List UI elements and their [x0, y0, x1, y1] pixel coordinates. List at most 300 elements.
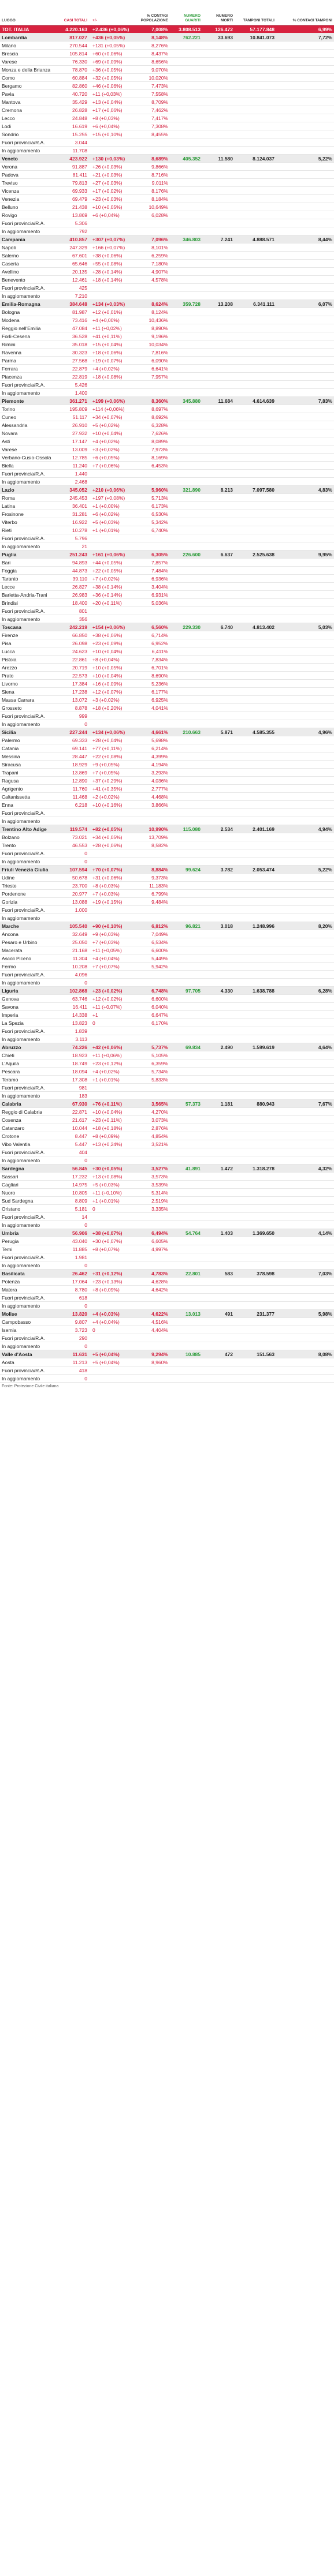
province-row[interactable]	[0, 66, 334, 74]
province-row[interactable]	[0, 470, 334, 478]
province-row[interactable]	[0, 979, 334, 987]
cell-contagi-popolazione: 7,957%	[151, 373, 168, 380]
cell-casi-totali: 44.873	[72, 567, 87, 574]
cell-casi-totali: 8.809	[75, 1197, 87, 1204]
cell-contagi-tamponi: 4,94%	[318, 826, 332, 832]
cell-casi-totali: 404	[79, 1149, 87, 1155]
cell-nuovi: +10 (+0,05%)	[92, 204, 123, 210]
province-row[interactable]	[0, 74, 334, 82]
province-row[interactable]	[0, 858, 334, 866]
cell-casi-totali: 27.568	[72, 357, 87, 364]
cell-luogo: In aggiornamento	[2, 390, 40, 396]
region-row[interactable]	[0, 33, 334, 42]
province-row[interactable]	[0, 381, 334, 389]
province-row[interactable]	[0, 688, 334, 696]
cell-nuovi: +26 (+0,03%)	[92, 163, 123, 170]
province-row[interactable]	[0, 946, 334, 954]
province-row[interactable]	[0, 712, 334, 720]
province-row[interactable]	[0, 340, 334, 349]
province-row[interactable]	[0, 1011, 334, 1019]
cell-nuovi: +17 (+0,02%)	[92, 188, 123, 194]
col-header-tamponi[interactable]: TAMPONI TOTALI	[243, 18, 274, 23]
cell-casi-totali: 56.845	[72, 1165, 87, 1171]
province-row[interactable]	[0, 405, 334, 413]
cell-casi-totali: 30.323	[72, 349, 87, 355]
province-row[interactable]	[0, 656, 334, 664]
cell-tamponi: 1.369.650	[253, 1230, 274, 1236]
province-row[interactable]	[0, 583, 334, 591]
province-row[interactable]	[0, 559, 334, 567]
cell-luogo: Emilia-Romagna	[2, 301, 40, 307]
province-row[interactable]	[0, 1318, 334, 1326]
province-row[interactable]	[0, 1124, 334, 1132]
province-row[interactable]	[0, 769, 334, 777]
province-row[interactable]	[0, 1140, 334, 1148]
cell-luogo: Ferrara	[2, 365, 18, 372]
province-row[interactable]	[0, 1221, 334, 1229]
province-row[interactable]	[0, 1213, 334, 1221]
province-row[interactable]	[0, 534, 334, 542]
province-row[interactable]	[0, 1148, 334, 1156]
cell-nuovi: +5 (+0,03%)	[92, 1181, 120, 1188]
cell-contagi-popolazione: 8,360%	[151, 398, 168, 404]
province-row[interactable]	[0, 122, 334, 130]
province-row[interactable]	[0, 1019, 334, 1027]
col-header-morti[interactable]: NUMERO MORTI	[216, 14, 233, 23]
province-row[interactable]	[0, 761, 334, 769]
cell-contagi-popolazione: 5,314%	[151, 1189, 168, 1196]
cell-casi-totali: 23.700	[72, 882, 87, 889]
province-row[interactable]	[0, 647, 334, 656]
province-row[interactable]	[0, 244, 334, 252]
province-row[interactable]	[0, 130, 334, 138]
province-row[interactable]	[0, 1205, 334, 1213]
col-header-luogo[interactable]: LUOGO	[2, 18, 16, 23]
province-row[interactable]	[0, 752, 334, 761]
cell-guariti: 97.705	[185, 987, 201, 994]
province-row[interactable]	[0, 454, 334, 462]
province-row[interactable]	[0, 963, 334, 971]
cell-casi-totali: 73.021	[72, 834, 87, 840]
cell-nuovi: +18 (+0,18%)	[92, 1125, 123, 1131]
cell-contagi-tamponi: 8,44%	[318, 236, 332, 242]
province-row[interactable]	[0, 1294, 334, 1302]
region-row[interactable]	[0, 1100, 334, 1108]
province-row[interactable]	[0, 1027, 334, 1035]
cell-contagi-popolazione: 6,600%	[151, 995, 168, 1002]
province-row[interactable]	[0, 421, 334, 429]
province-row[interactable]	[0, 591, 334, 599]
province-row[interactable]	[0, 268, 334, 276]
province-row[interactable]	[0, 696, 334, 704]
region-row[interactable]	[0, 825, 334, 833]
region-row[interactable]	[0, 1229, 334, 1237]
province-row[interactable]	[0, 1342, 334, 1350]
cell-casi-totali: 20.135	[72, 268, 87, 275]
cell-luogo: TOT. ITALIA	[2, 26, 29, 32]
cell-luogo: Fuori provincia/R.A.	[2, 1254, 45, 1260]
province-row[interactable]	[0, 82, 334, 90]
cell-contagi-popolazione: 6,214%	[151, 745, 168, 751]
total-row[interactable]	[0, 25, 334, 33]
cell-casi-totali: 290	[79, 1335, 87, 1341]
province-row[interactable]	[0, 147, 334, 155]
region-row[interactable]	[0, 155, 334, 163]
province-row[interactable]	[0, 954, 334, 963]
col-header-casi-totali[interactable]: CASI TOTALI	[64, 18, 87, 23]
province-row[interactable]	[0, 744, 334, 752]
province-row[interactable]	[0, 413, 334, 421]
cell-contagi-popolazione: 8,884%	[151, 866, 168, 873]
province-row[interactable]	[0, 114, 334, 122]
province-row[interactable]	[0, 1189, 334, 1197]
province-row[interactable]	[0, 478, 334, 486]
cell-casi-totali: 245.453	[69, 495, 87, 501]
cell-guariti: 41.891	[185, 1165, 201, 1171]
province-row[interactable]	[0, 1132, 334, 1140]
cell-contagi-popolazione: 7,180%	[151, 260, 168, 267]
province-row[interactable]	[0, 1245, 334, 1253]
province-row[interactable]	[0, 672, 334, 680]
province-row[interactable]	[0, 179, 334, 187]
province-row[interactable]	[0, 930, 334, 938]
cell-casi-totali: 11.760	[72, 785, 87, 792]
province-row[interactable]	[0, 817, 334, 825]
cell-nuovi: +42 (+0,06%)	[92, 1044, 123, 1050]
province-row[interactable]	[0, 324, 334, 332]
cell-luogo: Catanzaro	[2, 1125, 25, 1131]
province-row[interactable]	[0, 809, 334, 817]
province-row[interactable]	[0, 1173, 334, 1181]
province-row[interactable]	[0, 1059, 334, 1068]
region-row[interactable]	[0, 866, 334, 874]
region-row[interactable]	[0, 987, 334, 995]
region-row[interactable]	[0, 623, 334, 631]
cell-contagi-popolazione: 4,578%	[151, 276, 168, 283]
province-row[interactable]	[0, 138, 334, 147]
province-row[interactable]	[0, 260, 334, 268]
province-row[interactable]	[0, 720, 334, 728]
col-header-contagi-tamponi[interactable]: % CONTAGI TAMPONI	[292, 18, 332, 23]
cell-casi-totali: 105.814	[69, 50, 87, 57]
cell-nuovi: +11 (+0,03%)	[92, 91, 122, 97]
cell-casi-totali: 247.329	[69, 244, 87, 250]
cell-nuovi: +12 (+0,07%)	[92, 688, 123, 695]
cell-luogo: Ravenna	[2, 349, 22, 355]
cell-casi-totali: 410.857	[69, 236, 87, 242]
province-row[interactable]	[0, 1076, 334, 1084]
province-row[interactable]	[0, 599, 334, 607]
cell-contagi-popolazione: 2,777%	[151, 785, 168, 792]
province-row[interactable]	[0, 292, 334, 300]
cell-contagi-popolazione: 4,997%	[151, 1246, 168, 1252]
cell-nuovi: +130 (+0,03%)	[92, 155, 125, 162]
cell-luogo: Rovigo	[2, 212, 17, 218]
province-row[interactable]	[0, 777, 334, 785]
province-row[interactable]	[0, 680, 334, 688]
cell-casi-totali: 28.447	[72, 753, 87, 759]
cell-luogo: Basilicata	[2, 1270, 25, 1276]
province-row[interactable]	[0, 1302, 334, 1310]
region-row[interactable]	[0, 922, 334, 930]
province-row[interactable]	[0, 1261, 334, 1270]
province-row[interactable]	[0, 639, 334, 647]
cell-casi-totali: 27.932	[72, 430, 87, 436]
cell-nuovi: +17 (+0,06%)	[92, 107, 123, 113]
province-row[interactable]	[0, 914, 334, 922]
province-row[interactable]	[0, 874, 334, 882]
province-row[interactable]	[0, 793, 334, 801]
cell-nuovi: +28 (+0,14%)	[92, 268, 123, 275]
province-row[interactable]	[0, 938, 334, 946]
cell-casi-totali: 0	[84, 721, 87, 727]
province-row[interactable]	[0, 1084, 334, 1092]
province-row[interactable]	[0, 203, 334, 211]
province-row[interactable]	[0, 890, 334, 898]
cell-luogo: In aggiornamento	[2, 1343, 40, 1349]
region-row[interactable]	[0, 551, 334, 559]
cell-nuovi: +30 (+0,07%)	[92, 1238, 123, 1244]
province-row[interactable]	[0, 526, 334, 534]
province-row[interactable]	[0, 437, 334, 445]
cell-contagi-popolazione: 4,622%	[151, 1311, 168, 1317]
province-row[interactable]	[0, 510, 334, 518]
region-row[interactable]	[0, 1270, 334, 1278]
cell-morti: 1.181	[220, 1100, 233, 1107]
province-row[interactable]	[0, 187, 334, 195]
cell-luogo: Oristano	[2, 1205, 21, 1212]
province-row[interactable]	[0, 1035, 334, 1043]
cell-contagi-tamponi: 4,14%	[318, 1230, 332, 1236]
region-row[interactable]	[0, 1310, 334, 1318]
province-row[interactable]	[0, 1286, 334, 1294]
cell-casi-totali: 817.027	[69, 34, 87, 40]
province-row[interactable]	[0, 349, 334, 357]
province-row[interactable]	[0, 357, 334, 365]
cell-casi-totali: 0	[84, 1157, 87, 1163]
cell-casi-totali: 36.401	[72, 503, 87, 509]
cell-luogo: Liguria	[2, 987, 18, 994]
province-row[interactable]	[0, 1181, 334, 1189]
cell-nuovi: +27 (+0,03%)	[92, 179, 123, 186]
province-row[interactable]	[0, 502, 334, 510]
cell-luogo: Rimini	[2, 341, 16, 347]
cell-nuovi: +4 (+0,03%)	[92, 1311, 120, 1317]
province-row[interactable]	[0, 219, 334, 227]
cell-casi-totali: 618	[79, 1294, 87, 1301]
province-row[interactable]	[0, 607, 334, 615]
cell-contagi-popolazione: 8,124%	[151, 309, 168, 315]
province-row[interactable]	[0, 575, 334, 583]
cell-nuovi: +7 (+0,03%)	[92, 939, 120, 945]
cell-contagi-popolazione: 7,417%	[151, 115, 168, 121]
province-row[interactable]	[0, 1051, 334, 1059]
cell-luogo: In aggiornamento	[2, 1157, 40, 1163]
province-row[interactable]	[0, 882, 334, 890]
province-row[interactable]	[0, 462, 334, 470]
cell-luogo: Torino	[2, 406, 16, 412]
province-row[interactable]	[0, 664, 334, 672]
province-row[interactable]	[0, 50, 334, 58]
province-row[interactable]	[0, 1116, 334, 1124]
province-row[interactable]	[0, 90, 334, 98]
province-row[interactable]	[0, 1326, 334, 1334]
region-row[interactable]	[0, 1165, 334, 1173]
province-row[interactable]	[0, 42, 334, 50]
province-row[interactable]	[0, 211, 334, 219]
province-row[interactable]	[0, 316, 334, 324]
cell-luogo: Reggio nell'Emilia	[2, 325, 41, 331]
cell-contagi-popolazione: 13,709%	[149, 834, 168, 840]
cell-nuovi: +13 (+0,08%)	[92, 1173, 123, 1180]
cell-luogo: Milano	[2, 42, 17, 48]
province-row[interactable]	[0, 445, 334, 454]
cell-contagi-popolazione: 8,582%	[151, 842, 168, 848]
province-row[interactable]	[0, 1278, 334, 1286]
cell-nuovi: +7 (+0,07%)	[92, 963, 120, 969]
province-row[interactable]	[0, 518, 334, 526]
cell-luogo: Lucca	[2, 648, 15, 654]
cell-contagi-popolazione: 4,404%	[151, 1327, 168, 1333]
cell-nuovi: +5 (+0,04%)	[92, 1351, 120, 1357]
cell-nuovi: +34 (+0,05%)	[92, 834, 123, 840]
province-row[interactable]	[0, 252, 334, 260]
cell-contagi-popolazione: 11,183%	[149, 882, 168, 889]
province-row[interactable]	[0, 98, 334, 106]
province-row[interactable]	[0, 1358, 334, 1366]
province-row[interactable]	[0, 631, 334, 639]
province-row[interactable]	[0, 332, 334, 340]
region-row[interactable]	[0, 300, 334, 308]
region-row[interactable]	[0, 728, 334, 736]
cell-luogo: Cagliari	[2, 1181, 18, 1188]
region-row[interactable]	[0, 1350, 334, 1358]
cell-contagi-popolazione: 6,748%	[151, 987, 168, 994]
province-row[interactable]	[0, 284, 334, 292]
province-row[interactable]	[0, 1068, 334, 1076]
cell-nuovi: +8 (+0,03%)	[92, 115, 120, 121]
province-row[interactable]	[0, 171, 334, 179]
cell-casi-totali: 251.243	[69, 551, 87, 557]
cell-luogo: Perugia	[2, 1238, 19, 1244]
province-row[interactable]	[0, 1108, 334, 1116]
province-row[interactable]	[0, 195, 334, 203]
province-row[interactable]	[0, 389, 334, 397]
cell-contagi-tamponi: 6,28%	[318, 987, 332, 994]
cell-nuovi: +19 (+0,15%)	[92, 898, 123, 905]
cell-contagi-tamponi: 5,22%	[318, 866, 332, 873]
cell-morti: 5.871	[220, 729, 233, 735]
province-row[interactable]	[0, 58, 334, 66]
cell-luogo: Fermo	[2, 963, 16, 969]
province-row[interactable]	[0, 365, 334, 373]
province-row[interactable]	[0, 736, 334, 744]
cell-luogo: Marche	[2, 923, 19, 929]
cell-contagi-popolazione: 7,626%	[151, 430, 168, 436]
cell-nuovi: +7 (+0,02%)	[92, 575, 120, 582]
province-row[interactable]	[0, 898, 334, 906]
cell-contagi-popolazione: 9,196%	[151, 333, 168, 339]
province-row[interactable]	[0, 1253, 334, 1261]
cell-contagi-popolazione: 5,960%	[151, 486, 168, 493]
province-row[interactable]	[0, 227, 334, 235]
province-row[interactable]	[0, 163, 334, 171]
cell-contagi-popolazione: 4,516%	[151, 1319, 168, 1325]
province-row[interactable]	[0, 906, 334, 914]
province-row[interactable]	[0, 971, 334, 979]
province-row[interactable]	[0, 1237, 334, 1245]
cell-contagi-popolazione: 6,936%	[151, 575, 168, 582]
province-row[interactable]	[0, 785, 334, 793]
province-row[interactable]	[0, 801, 334, 809]
cell-casi-totali: 40.720	[72, 91, 87, 97]
province-row[interactable]	[0, 106, 334, 114]
cell-nuovi: +11 (+0,10%)	[92, 1189, 122, 1196]
region-row[interactable]	[0, 397, 334, 405]
cell-guariti: 762.221	[183, 34, 201, 40]
cell-contagi-tamponi: 6,99%	[318, 26, 332, 32]
region-row[interactable]	[0, 486, 334, 494]
province-row[interactable]	[0, 833, 334, 841]
province-row[interactable]	[0, 1366, 334, 1375]
province-row[interactable]	[0, 615, 334, 623]
province-row[interactable]	[0, 849, 334, 858]
col-header-contagi-popolazione[interactable]: % CONTAGI POPOLAZIONE	[140, 14, 168, 23]
province-row[interactable]	[0, 1156, 334, 1165]
cell-nuovi: +38 (+0,07%)	[92, 1230, 123, 1236]
province-row[interactable]	[0, 494, 334, 502]
province-row[interactable]	[0, 276, 334, 284]
region-row[interactable]	[0, 235, 334, 244]
province-row[interactable]	[0, 429, 334, 437]
province-row[interactable]	[0, 1197, 334, 1205]
cell-luogo: Trieste	[2, 882, 17, 889]
province-row[interactable]	[0, 1334, 334, 1342]
region-row[interactable]	[0, 1043, 334, 1051]
cell-luogo: Sardegna	[2, 1165, 24, 1171]
province-row[interactable]	[0, 841, 334, 849]
cell-luogo: Modena	[2, 317, 20, 323]
province-row[interactable]	[0, 995, 334, 1003]
cell-luogo: Lombardia	[2, 34, 27, 40]
cell-contagi-popolazione: 5,713%	[151, 495, 168, 501]
cell-nuovi: +23 (+0,02%)	[92, 987, 123, 994]
province-row[interactable]	[0, 373, 334, 381]
cell-contagi-popolazione: 6,740%	[151, 527, 168, 533]
col-header-nuovi[interactable]: +/-	[92, 18, 97, 23]
province-row[interactable]	[0, 704, 334, 712]
province-row[interactable]	[0, 1003, 334, 1011]
cell-nuovi: +36 (+0,05%)	[92, 66, 123, 73]
cell-contagi-popolazione: 5,734%	[151, 1068, 168, 1074]
cell-casi-totali: 12.890	[72, 777, 87, 784]
cell-nuovi: +38 (+0,14%)	[92, 583, 123, 590]
cell-nuovi: +6 (+0,04%)	[92, 123, 120, 129]
cell-nuovi: +15 (+0,04%)	[92, 341, 123, 347]
col-header-guariti[interactable]: NUMERO GUARITI	[184, 14, 201, 23]
cell-contagi-popolazione: 6,328%	[151, 422, 168, 428]
province-row[interactable]	[0, 308, 334, 316]
province-row[interactable]	[0, 567, 334, 575]
province-row[interactable]	[0, 542, 334, 551]
cell-luogo: Sicilia	[2, 729, 16, 735]
cell-luogo: Piemonte	[2, 398, 24, 404]
province-row[interactable]	[0, 1375, 334, 1383]
cell-contagi-popolazione: 7,473%	[151, 83, 168, 89]
province-row[interactable]	[0, 1092, 334, 1100]
cell-morti: 2.490	[220, 1044, 233, 1050]
cell-luogo: Latina	[2, 503, 16, 509]
